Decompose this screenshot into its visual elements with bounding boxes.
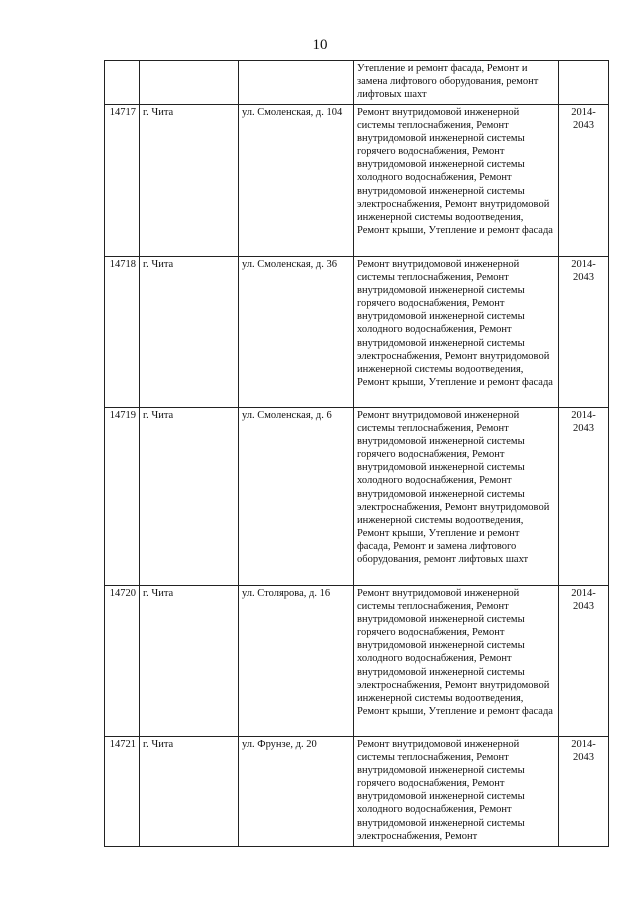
repair-program-table (104, 60, 609, 847)
table-row (105, 586, 609, 737)
cell-address: ул. Смоленская, д. 104 (239, 105, 354, 257)
cell-period (559, 586, 609, 737)
table-row (105, 257, 609, 408)
cell-number (105, 61, 140, 105)
cell-period (559, 105, 609, 257)
cell-city: г. Чита (140, 257, 239, 408)
period-text: 2014-2043 (571, 107, 596, 131)
cell-number: 14721 (105, 737, 140, 847)
cell-works: Ремонт внутридомовой инженерной системы теплоснабжения, Ремонт внутридомовой инженерной системы горячего водоснабжения, Ремонт внутридомовой инженерной системы холодного водоснабжения, Ремонт внутридомовой инженерной системы электроснабжения, Ремонт (354, 737, 559, 847)
cell-number: 14718 (105, 257, 140, 408)
cell-period (559, 61, 609, 105)
cell-period (559, 408, 609, 586)
cell-city: г. Чита (140, 737, 239, 847)
table-row (105, 737, 609, 847)
cell-works: Утепление и ремонт фасада, Ремонт и замена лифтового оборудования, ремонт лифтовых шахт (354, 61, 559, 105)
cell-works: Ремонт внутридомовой инженерной системы теплоснабжения, Ремонт внутридомовой инженерной системы горячего водоснабжения, Ремонт внутридомовой инженерной системы холодного водоснабжения, Ремонт внутридомовой инженерной системы электроснабжения, Ремонт внутридомовой инженерной системы водоотведения, Ремонт крыши, Утепление и ремонт фасада, Ремонт и замена лифтового оборудования, ремонт лифтовых шахт (354, 408, 559, 586)
period-text: 2014-2043 (571, 259, 596, 283)
cell-address (239, 61, 354, 105)
table-row (105, 408, 609, 586)
cell-address: ул. Смоленская, д. 36 (239, 257, 354, 408)
page-number: 10 (312, 37, 328, 53)
cell-city: г. Чита (140, 105, 239, 257)
cell-works: Ремонт внутридомовой инженерной системы теплоснабжения, Ремонт внутридомовой инженерной системы горячего водоснабжения, Ремонт внутридомовой инженерной системы холодного водоснабжения, Ремонт внутридомовой инженерной системы электроснабжения, Ремонт внутридомовой инженерной системы водоотведения, Ремонт крыши, Утепление и ремонт фасада (354, 257, 559, 408)
cell-works: Ремонт внутридомовой инженерной системы теплоснабжения, Ремонт внутридомовой инженерной системы горячего водоснабжения, Ремонт внутридомовой инженерной системы холодного водоснабжения, Ремонт внутридомовой инженерной системы электроснабжения, Ремонт внутридомовой инженерной системы водоотведения, Ремонт крыши, Утепление и ремонт фасада (354, 105, 559, 257)
cell-city (140, 61, 239, 105)
cell-number: 14719 (105, 408, 140, 586)
cell-city: г. Чита (140, 408, 239, 586)
table-row-continuation (105, 61, 609, 105)
table-row (105, 105, 609, 257)
period-text: 2014-2043 (571, 739, 596, 763)
cell-works: Ремонт внутридомовой инженерной системы теплоснабжения, Ремонт внутридомовой инженерной системы горячего водоснабжения, Ремонт внутридомовой инженерной системы холодного водоснабжения, Ремонт внутридомовой инженерной системы электроснабжения, Ремонт внутридомовой инженерной системы водоотведения, Ремонт крыши, Утепление и ремонт фасада (354, 586, 559, 737)
cell-address: ул. Фрунзе, д. 20 (239, 737, 354, 847)
cell-period (559, 737, 609, 847)
period-text: 2014-2043 (571, 588, 596, 612)
period-text: 2014-2043 (571, 410, 596, 434)
cell-number: 14720 (105, 586, 140, 737)
cell-period (559, 257, 609, 408)
cell-city: г. Чита (140, 586, 239, 737)
cell-address: ул. Смоленская, д. 6 (239, 408, 354, 586)
cell-number: 14717 (105, 105, 140, 257)
cell-address: ул. Столярова, д. 16 (239, 586, 354, 737)
